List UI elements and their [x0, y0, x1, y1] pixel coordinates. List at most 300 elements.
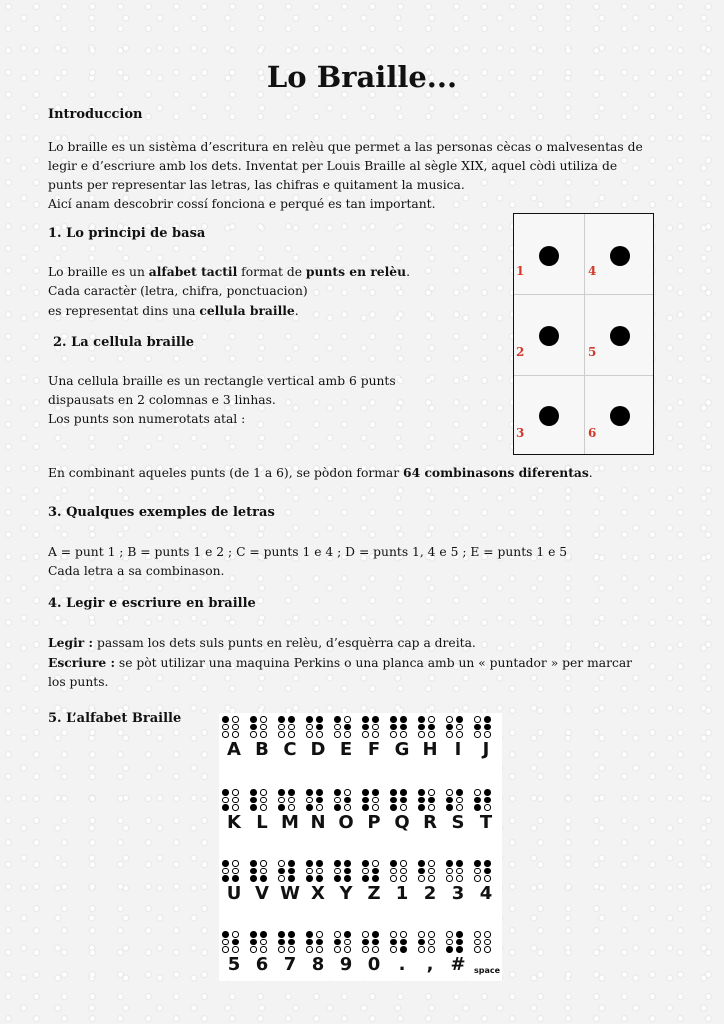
braille-dot [484, 875, 491, 882]
braille-dot [456, 797, 463, 804]
braille-dot [306, 716, 313, 723]
braille-dot [222, 875, 229, 882]
braille-dot [456, 716, 463, 723]
braille-dot [474, 939, 481, 946]
braille-dot [456, 875, 463, 882]
braille-dot [250, 789, 257, 796]
braille-dot [456, 789, 463, 796]
braille-symbol-label: , [426, 954, 434, 975]
braille-symbol-label: H [422, 739, 438, 760]
cell-dot-5 [610, 326, 630, 346]
braille-dot [400, 789, 407, 796]
braille-dot [232, 804, 239, 811]
braille-dot [446, 797, 453, 804]
braille-dot [390, 804, 397, 811]
braille-dot [278, 724, 285, 731]
braille-dot [222, 716, 229, 723]
braille-symbol-label: Q [394, 812, 410, 833]
braille-dot [288, 931, 295, 938]
braille-dot [306, 860, 313, 867]
braille-dot [428, 868, 435, 875]
section2-line: Los punts son numerotats atal : [48, 412, 246, 426]
intro-line: legir e d’escriure amb los dets. Inventat per Louis Braille al sègle XIX, aquel còdi utiliza de [48, 159, 618, 173]
braille-dot [222, 797, 229, 804]
braille-dot [428, 731, 435, 738]
section2-paragraph [48, 372, 488, 429]
braille-dot [344, 860, 351, 867]
braille-dot [428, 931, 435, 938]
braille-dot [484, 860, 491, 867]
braille-dot [306, 724, 313, 731]
braille-dot [334, 939, 341, 946]
braille-dot [484, 716, 491, 723]
braille-dot [362, 860, 369, 867]
braille-dot [484, 804, 491, 811]
braille-dot [372, 731, 379, 738]
braille-dot [344, 939, 351, 946]
braille-dot [316, 946, 323, 953]
braille-dot [260, 797, 267, 804]
braille-dot [390, 797, 397, 804]
braille-dot [372, 716, 379, 723]
intro-line: punts per representar las letras, las chifras e quitament la musica. [48, 178, 465, 192]
braille-dot [288, 875, 295, 882]
braille-symbol-label: 4 [479, 883, 493, 904]
braille-symbol-label: A [227, 739, 241, 760]
braille-dot [428, 789, 435, 796]
braille-dot [250, 939, 257, 946]
cell-dot-3 [539, 406, 559, 426]
braille-dot [372, 860, 379, 867]
braille-dot [372, 789, 379, 796]
braille-dot [428, 939, 435, 946]
braille-dot [474, 875, 481, 882]
braille-symbol-label: E [339, 739, 353, 760]
braille-dot [390, 731, 397, 738]
braille-symbol-label: W [280, 883, 300, 904]
braille-dot [278, 868, 285, 875]
braille-dot [400, 797, 407, 804]
section3-line: Cada letra a sa combinason. [48, 564, 225, 578]
braille-dot [390, 875, 397, 882]
braille-symbol-label: 8 [311, 954, 325, 975]
section2-heading: 2. La cellula braille [53, 335, 195, 350]
braille-dot [474, 731, 481, 738]
braille-dot [260, 731, 267, 738]
braille-dot [344, 804, 351, 811]
braille-dot [418, 789, 425, 796]
intro-paragraph [48, 138, 668, 214]
escriure-line: Escriure : se pòt utilizar una maquina Perkins o una planca amb un « puntador » per marcar [48, 655, 633, 670]
braille-symbol-label: G [394, 739, 410, 760]
cell-dot-4 [610, 246, 630, 266]
braille-dot [306, 946, 313, 953]
braille-symbol-label: T [479, 812, 493, 833]
braille-dot [418, 797, 425, 804]
braille-dot [446, 939, 453, 946]
braille-dot [362, 731, 369, 738]
legir-line: Legir : passam los dets suls punts en relèu, d’esquèrra cap a dreita. [48, 635, 476, 650]
braille-symbol-label: C [283, 739, 297, 760]
braille-dot [260, 868, 267, 875]
braille-dot [222, 939, 229, 946]
braille-dot [474, 946, 481, 953]
section1-line: Cada caractèr (letra, chifra, ponctuacion) [48, 284, 308, 298]
braille-dot [344, 875, 351, 882]
braille-dot [418, 931, 425, 938]
braille-dot [232, 860, 239, 867]
braille-dot [474, 789, 481, 796]
braille-dot [344, 789, 351, 796]
braille-dot [222, 931, 229, 938]
braille-dot [484, 797, 491, 804]
braille-dot [484, 946, 491, 953]
braille-dot [400, 875, 407, 882]
braille-dot [334, 797, 341, 804]
braille-symbol-label: R [423, 812, 437, 833]
braille-dot [278, 946, 285, 953]
braille-dot [250, 931, 257, 938]
braille-dot [428, 724, 435, 731]
braille-dot [334, 931, 341, 938]
braille-dot [232, 875, 239, 882]
braille-dot [232, 716, 239, 723]
braille-symbol-label: V [255, 883, 269, 904]
cell-number: 6 [588, 426, 597, 440]
braille-dot [400, 939, 407, 946]
braille-dot [316, 789, 323, 796]
braille-dot [334, 946, 341, 953]
braille-dot [362, 797, 369, 804]
braille-dot [334, 860, 341, 867]
braille-symbol-label: Z [367, 883, 381, 904]
cell-dot-6 [610, 406, 630, 426]
braille-dot [316, 731, 323, 738]
braille-dot [418, 804, 425, 811]
braille-dot [372, 931, 379, 938]
braille-dot [456, 804, 463, 811]
braille-dot [306, 797, 313, 804]
braille-dot [390, 860, 397, 867]
braille-dot [400, 946, 407, 953]
braille-dot [372, 939, 379, 946]
braille-symbol-label: P [367, 812, 381, 833]
section1-heading: 1. Lo principi de basa [48, 226, 206, 241]
braille-dot [250, 716, 257, 723]
section3-heading: 3. Qualques exemples de letras [48, 505, 275, 520]
braille-symbol-label: 1 [395, 883, 409, 904]
braille-dot [278, 797, 285, 804]
braille-dot [344, 716, 351, 723]
braille-dot [474, 716, 481, 723]
braille-dot [306, 804, 313, 811]
braille-dot [250, 804, 257, 811]
braille-dot [418, 724, 425, 731]
braille-symbol-label: 9 [339, 954, 353, 975]
braille-dot [250, 731, 257, 738]
escriure-line: los punts. [48, 675, 109, 689]
braille-dot [418, 731, 425, 738]
section4-paragraph [48, 633, 678, 692]
braille-dot [484, 724, 491, 731]
section1-line: Lo braille es un alfabet tactil format de punts en relèu. [48, 264, 410, 279]
braille-dot [474, 797, 481, 804]
braille-dot [390, 724, 397, 731]
braille-symbol-label: M [281, 812, 299, 833]
braille-dot [334, 716, 341, 723]
braille-dot [484, 868, 491, 875]
braille-dot [372, 868, 379, 875]
braille-symbol-label: K [227, 812, 241, 833]
braille-dot [362, 868, 369, 875]
braille-dot [474, 724, 481, 731]
braille-dot [362, 804, 369, 811]
braille-dot [260, 789, 267, 796]
braille-dot [428, 860, 435, 867]
braille-dot [306, 875, 313, 882]
braille-dot [456, 724, 463, 731]
braille-symbol-label: I [454, 739, 462, 760]
braille-dot [288, 868, 295, 875]
braille-dot [446, 804, 453, 811]
braille-dot [222, 804, 229, 811]
section1-paragraph [48, 262, 488, 321]
braille-dot [446, 931, 453, 938]
braille-dot [446, 789, 453, 796]
braille-dot [306, 868, 313, 875]
section5-heading: 5. L’alfabet Braille [48, 711, 182, 726]
braille-dot [260, 724, 267, 731]
braille-dot [400, 804, 407, 811]
braille-dot [260, 860, 267, 867]
braille-dot [278, 939, 285, 946]
braille-dot [400, 724, 407, 731]
braille-dot [306, 931, 313, 938]
braille-dot [362, 724, 369, 731]
braille-dot [446, 860, 453, 867]
braille-dot [428, 875, 435, 882]
braille-dot [372, 875, 379, 882]
braille-dot [250, 946, 257, 953]
braille-dot [288, 789, 295, 796]
braille-symbol-label: 7 [283, 954, 297, 975]
braille-dot [390, 946, 397, 953]
braille-symbol-label: 6 [255, 954, 269, 975]
braille-symbol-label: B [255, 739, 269, 760]
braille-symbol-label: F [367, 739, 381, 760]
braille-dot [456, 939, 463, 946]
braille-cell-diagram [513, 213, 654, 455]
braille-dot [344, 946, 351, 953]
braille-dot [278, 789, 285, 796]
braille-symbol-label: L [256, 812, 268, 833]
cell-divider [514, 375, 653, 376]
braille-symbol-label: N [310, 812, 326, 833]
braille-dot [400, 860, 407, 867]
braille-dot [288, 804, 295, 811]
intro-line: Lo braille es un sistèma d’escritura en relèu que permet a las personas cècas o malvesentas de [48, 140, 643, 154]
braille-dot [446, 724, 453, 731]
braille-dot [474, 868, 481, 875]
braille-dot [390, 789, 397, 796]
braille-dot [474, 931, 481, 938]
braille-dot [334, 789, 341, 796]
braille-dot [418, 860, 425, 867]
braille-dot [456, 946, 463, 953]
intro-line: Aicí anam descobrir cossí fonciona e perqué es tan important. [48, 197, 436, 211]
braille-dot [362, 931, 369, 938]
braille-dot [232, 789, 239, 796]
braille-dot [484, 789, 491, 796]
braille-symbol-label: U [226, 883, 242, 904]
braille-dot [474, 804, 481, 811]
braille-alphabet-chart [219, 713, 502, 981]
braille-dot [390, 939, 397, 946]
braille-dot [260, 716, 267, 723]
braille-dot [372, 946, 379, 953]
section2-line: dispausats en 2 colomnas e 3 linhas. [48, 393, 276, 407]
braille-dot [428, 716, 435, 723]
braille-dot [260, 804, 267, 811]
braille-dot [260, 875, 267, 882]
braille-dot [334, 875, 341, 882]
cell-number: 4 [588, 264, 597, 278]
braille-dot [222, 724, 229, 731]
braille-dot [316, 931, 323, 938]
section3-line: A = punt 1 ; B = punts 1 e 2 ; C = punts 1 e 4 ; D = punts 1, 4 e 5 ; E = punts 1 e 5 [48, 545, 568, 559]
braille-dot [278, 804, 285, 811]
braille-dot [222, 731, 229, 738]
braille-dot [316, 804, 323, 811]
section1-line: es representat dins una cellula braille. [48, 303, 299, 318]
cell-divider [514, 294, 653, 295]
braille-dot [288, 860, 295, 867]
braille-symbol-label: # [450, 954, 466, 975]
braille-dot [316, 939, 323, 946]
braille-dot [316, 716, 323, 723]
braille-dot [334, 804, 341, 811]
braille-dot [418, 875, 425, 882]
braille-dot [222, 946, 229, 953]
braille-dot [390, 868, 397, 875]
braille-dot [418, 868, 425, 875]
braille-symbol-label: 3 [451, 883, 465, 904]
braille-dot [390, 716, 397, 723]
braille-dot [278, 731, 285, 738]
braille-dot [344, 731, 351, 738]
braille-dot [306, 789, 313, 796]
braille-dot [400, 716, 407, 723]
braille-dot [362, 939, 369, 946]
braille-dot [372, 724, 379, 731]
braille-dot [484, 931, 491, 938]
braille-dot [250, 868, 257, 875]
braille-symbol-label: Y [339, 883, 353, 904]
braille-dot [446, 868, 453, 875]
braille-dot [344, 931, 351, 938]
braille-dot [418, 946, 425, 953]
braille-dot [428, 804, 435, 811]
braille-dot [306, 939, 313, 946]
braille-dot [446, 875, 453, 882]
braille-dot [316, 797, 323, 804]
cell-number: 1 [516, 264, 525, 278]
braille-symbol-label: X [311, 883, 325, 904]
braille-dot [316, 875, 323, 882]
braille-dot [344, 797, 351, 804]
braille-dot [428, 797, 435, 804]
braille-dot [446, 716, 453, 723]
braille-dot [260, 931, 267, 938]
braille-dot [418, 939, 425, 946]
braille-dot [288, 946, 295, 953]
braille-dot [288, 716, 295, 723]
braille-dot [232, 731, 239, 738]
braille-symbol-label: S [451, 812, 465, 833]
braille-dot [316, 724, 323, 731]
braille-dot [232, 946, 239, 953]
braille-dot [260, 939, 267, 946]
braille-symbol-label: 2 [423, 883, 437, 904]
braille-dot [260, 946, 267, 953]
braille-symbol-label: . [398, 954, 406, 975]
braille-dot [278, 875, 285, 882]
braille-dot [250, 724, 257, 731]
braille-dot [362, 789, 369, 796]
braille-dot [288, 939, 295, 946]
braille-dot [372, 804, 379, 811]
braille-dot [484, 731, 491, 738]
braille-symbol-label: 0 [367, 954, 381, 975]
braille-dot [418, 716, 425, 723]
braille-dot [222, 789, 229, 796]
braille-symbol-label: J [482, 739, 490, 760]
braille-dot [232, 724, 239, 731]
braille-dot [474, 860, 481, 867]
intro-heading: Introduccion [48, 107, 143, 122]
braille-dot [334, 724, 341, 731]
braille-symbol-label: space [473, 966, 501, 975]
braille-dot [288, 797, 295, 804]
braille-dot [456, 860, 463, 867]
braille-dot [278, 931, 285, 938]
braille-dot [362, 716, 369, 723]
page-title: Lo Braille... [266, 60, 458, 94]
braille-dot [278, 716, 285, 723]
braille-dot [362, 875, 369, 882]
braille-dot [400, 931, 407, 938]
braille-dot [306, 731, 313, 738]
braille-dot [456, 931, 463, 938]
cell-number: 3 [516, 426, 525, 440]
braille-dot [372, 797, 379, 804]
braille-dot [362, 946, 369, 953]
cell-divider [584, 214, 585, 454]
section3-paragraph [48, 543, 688, 581]
braille-dot [400, 868, 407, 875]
braille-symbol-label: O [338, 812, 354, 833]
braille-dot [446, 946, 453, 953]
braille-dot [400, 731, 407, 738]
braille-symbol-label: 5 [227, 954, 241, 975]
braille-dot [288, 731, 295, 738]
braille-dot [344, 724, 351, 731]
braille-dot [446, 731, 453, 738]
braille-dot [484, 939, 491, 946]
braille-dot [288, 724, 295, 731]
cell-dot-1 [539, 246, 559, 266]
cell-dot-2 [539, 326, 559, 346]
